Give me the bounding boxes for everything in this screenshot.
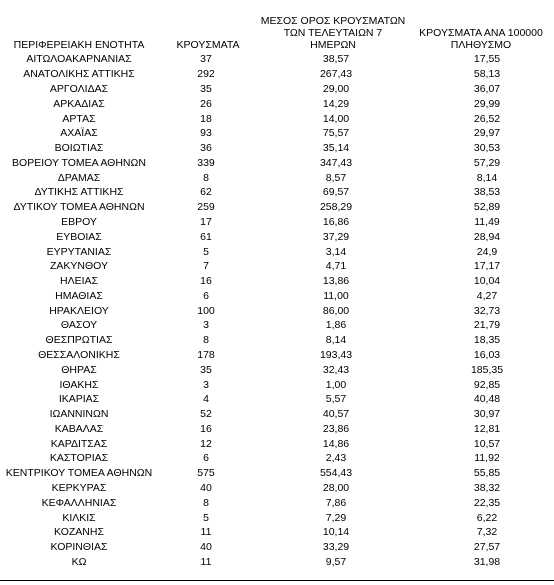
table-row: [0, 185, 554, 200]
header-cases: ΚΡΟΥΣΜΑΤΑ: [176, 39, 240, 51]
table-row: [0, 141, 554, 156]
header-cases-per-100k: ΚΡΟΥΣΜΑΤΑ ΑΝΑ 100000 ΠΛΗΘΥΣΜΟ: [419, 27, 543, 51]
cell-seven-day-average: 193,43: [319, 349, 353, 362]
cell-cases: 292: [197, 68, 215, 81]
cell-regional-unit: ΑΡΚΑΔΙΑΣ: [53, 97, 105, 110]
cell-cases: 8: [203, 334, 209, 347]
cell-cases-per-100k: 6,22: [476, 511, 498, 524]
table-bottom-border: [0, 580, 554, 581]
cell-regional-unit: ΕΥΒΟΙΑΣ: [56, 230, 102, 243]
cell-cases-per-100k: 17,17: [473, 260, 501, 273]
table-header: [0, 0, 554, 52]
table-row: [0, 244, 554, 259]
cell-cases-per-100k: 12,81: [473, 422, 501, 435]
table-row: [0, 200, 554, 215]
cell-regional-unit: ΕΒΡΟΥ: [61, 215, 97, 228]
cell-seven-day-average: 5,57: [325, 393, 347, 406]
cell-cases-per-100k: 4,27: [476, 289, 498, 302]
cell-seven-day-average: 11,00: [323, 289, 349, 302]
cell-cases: 40: [200, 541, 212, 554]
table-row: [0, 67, 554, 82]
cell-cases-per-100k: 27,57: [473, 541, 501, 554]
cell-regional-unit: ΘΕΣΠΡΩΤΙΑΣ: [45, 334, 113, 347]
table-row: [0, 215, 554, 230]
cell-cases: 52: [200, 408, 212, 421]
cell-seven-day-average: 267,43: [319, 68, 353, 81]
cell-regional-unit: ΕΥΡΥΤΑΝΙΑΣ: [46, 245, 112, 258]
cell-cases-per-100k: 32,73: [473, 304, 501, 317]
cell-cases: 36: [200, 142, 212, 155]
header-regional-unit: ΠΕΡΙΦΕΡΕΙΑΚΗ ΕΝΟΤΗΤΑ: [13, 39, 145, 51]
table-row: [0, 407, 554, 422]
cell-cases-per-100k: 29,97: [473, 127, 501, 140]
cell-regional-unit: ΚΙΛΚΙΣ: [62, 511, 96, 524]
table-row: [0, 126, 554, 141]
cell-cases-per-100k: 40,48: [473, 393, 501, 406]
cell-regional-unit: ΔΥΤΙΚΗΣ ΑΤΤΙΚΗΣ: [34, 186, 124, 199]
cell-cases: 3: [203, 319, 209, 332]
cell-cases-per-100k: 10,57: [473, 437, 501, 450]
cell-regional-unit: ΚΕΝΤΡΙΚΟΥ ΤΟΜΕΑ ΑΘΗΝΩΝ: [5, 467, 153, 480]
cell-cases-per-100k: 52,89: [473, 201, 501, 214]
cell-cases-per-100k: 30,97: [473, 408, 501, 421]
cell-seven-day-average: 7,86: [325, 496, 347, 509]
cell-regional-unit: ΚΟΡΙΝΘΙΑΣ: [50, 541, 108, 554]
cell-seven-day-average: 554,43: [319, 467, 353, 480]
cell-regional-unit: ΑΡΤΑΣ: [62, 112, 96, 125]
cell-regional-unit: ΑΝΑΤΟΛΙΚΗΣ ΑΤΤΙΚΗΣ: [23, 68, 135, 81]
cell-cases: 18: [200, 112, 212, 125]
cell-cases-per-100k: 8,14: [476, 171, 498, 184]
cell-seven-day-average: 14,00: [322, 112, 350, 125]
cell-seven-day-average: 38,57: [322, 53, 350, 66]
table-row: [0, 52, 554, 67]
table-row: [0, 259, 554, 274]
cell-seven-day-average: 8,57: [325, 171, 347, 184]
cell-seven-day-average: 37,29: [322, 230, 350, 243]
cell-seven-day-average: 8,14: [325, 334, 347, 347]
header-seven-day-average: ΜΕΣΟΣ ΟΡΟΣ ΚΡΟΥΣΜΑΤΩΝ ΤΩΝ ΤΕΛΕΥΤΑΙΩΝ 7 ΗΜΕΡΩΝ: [260, 15, 406, 51]
cell-cases-per-100k: 30,53: [473, 142, 501, 155]
cell-seven-day-average: 40,57: [322, 408, 350, 421]
cell-cases-per-100k: 18,35: [473, 334, 501, 347]
table-row: [0, 510, 554, 525]
cell-regional-unit: ΒΟΙΩΤΙΑΣ: [54, 142, 104, 155]
cell-seven-day-average: 347,43: [319, 156, 353, 169]
cell-seven-day-average: 14,86: [322, 437, 350, 450]
cell-cases: 93: [200, 127, 212, 140]
cell-regional-unit: ΗΜΑΘΙΑΣ: [55, 289, 103, 302]
cell-cases-per-100k: 24,9: [476, 245, 498, 258]
cell-seven-day-average: 29,00: [322, 82, 350, 95]
table-row: [0, 540, 554, 555]
table-row: [0, 392, 554, 407]
cell-regional-unit: ΖΑΚΥΝΘΟΥ: [49, 260, 108, 273]
cell-cases-per-100k: 185,35: [470, 363, 504, 376]
cell-cases: 62: [200, 186, 212, 199]
table-row: [0, 82, 554, 97]
cell-cases-per-100k: 10,04: [473, 275, 501, 288]
cell-regional-unit: ΙΚΑΡΙΑΣ: [58, 393, 100, 406]
cell-cases: 259: [197, 201, 215, 214]
cell-cases: 26: [200, 97, 212, 110]
table-row: [0, 289, 554, 304]
cell-cases-per-100k: 38,53: [473, 186, 501, 199]
cell-regional-unit: ΔΡΑΜΑΣ: [57, 171, 101, 184]
cell-cases-per-100k: 26,52: [473, 112, 501, 125]
cell-regional-unit: ΘΗΡΑΣ: [61, 363, 97, 376]
cell-seven-day-average: 23,86: [322, 422, 350, 435]
cell-regional-unit: ΙΩΑΝΝΙΝΩΝ: [49, 408, 109, 421]
cell-cases: 7: [203, 260, 209, 273]
cell-regional-unit: ΔΥΤΙΚΟΥ ΤΟΜΕΑ ΑΘΗΝΩΝ: [13, 201, 145, 214]
table-row: [0, 348, 554, 363]
table-row: [0, 274, 554, 289]
table-row: [0, 229, 554, 244]
cell-regional-unit: ΑΡΓΟΛΙΔΑΣ: [49, 82, 109, 95]
cell-regional-unit: ΚΕΡΚΥΡΑΣ: [51, 482, 107, 495]
cell-seven-day-average: 33,29: [322, 541, 350, 554]
table-row: [0, 451, 554, 466]
table-body: [0, 52, 554, 569]
cell-cases: 178: [197, 349, 215, 362]
cell-cases: 100: [197, 304, 215, 317]
cell-cases: 5: [203, 511, 209, 524]
table-row: [0, 422, 554, 437]
cell-regional-unit: ΒΟΡΕΙΟΥ ΤΟΜΕΑ ΑΘΗΝΩΝ: [12, 156, 146, 169]
cell-cases: 6: [203, 289, 209, 302]
cell-seven-day-average: 3,14: [325, 245, 347, 258]
cell-seven-day-average: 16,86: [322, 215, 350, 228]
cell-cases-per-100k: 57,29: [473, 156, 501, 169]
cell-seven-day-average: 258,29: [319, 201, 353, 214]
cell-cases-per-100k: 55,85: [473, 467, 501, 480]
cell-cases-per-100k: 11,49: [474, 215, 500, 228]
cell-cases-per-100k: 29,99: [473, 97, 501, 110]
table-row: [0, 96, 554, 111]
table-row: [0, 466, 554, 481]
cell-cases-per-100k: 16,03: [473, 349, 501, 362]
cell-cases: 3: [203, 378, 209, 391]
cell-regional-unit: ΚΟΖΑΝΗΣ: [54, 526, 104, 539]
cell-regional-unit: ΚΑΣΤΟΡΙΑΣ: [49, 452, 109, 465]
table-row: [0, 303, 554, 318]
cell-seven-day-average: 2,43: [325, 452, 347, 465]
cell-seven-day-average: 86,00: [322, 304, 350, 317]
cell-cases: 40: [200, 482, 212, 495]
cell-cases: 37: [200, 53, 212, 66]
cell-cases-per-100k: 22,35: [473, 496, 501, 509]
cell-cases: 16: [200, 422, 212, 435]
cell-seven-day-average: 13,86: [322, 275, 350, 288]
cell-seven-day-average: 10,14: [322, 526, 350, 539]
cell-cases-per-100k: 28,94: [473, 230, 501, 243]
cell-cases: 6: [203, 452, 209, 465]
cell-cases-per-100k: 17,55: [473, 53, 501, 66]
table-row: [0, 155, 554, 170]
cell-seven-day-average: 75,57: [322, 127, 350, 140]
cell-cases: 339: [197, 156, 215, 169]
cell-regional-unit: ΚΑΒΑΛΑΣ: [54, 422, 104, 435]
cell-cases: 61: [200, 230, 212, 243]
cell-cases: 17: [200, 215, 212, 228]
cell-cases-per-100k: 31,98: [473, 555, 501, 568]
cell-cases-per-100k: 21,79: [473, 319, 501, 332]
cell-cases-per-100k: 92,85: [473, 378, 501, 391]
table-row: [0, 170, 554, 185]
cell-seven-day-average: 14,29: [322, 97, 350, 110]
cell-cases-per-100k: 36,07: [473, 82, 501, 95]
cell-cases: 4: [203, 393, 209, 406]
cell-cases: 35: [200, 82, 212, 95]
cell-cases: 11: [200, 555, 212, 568]
cell-seven-day-average: 1,00: [325, 378, 347, 391]
cell-regional-unit: ΙΘΑΚΗΣ: [59, 378, 99, 391]
cell-regional-unit: ΑΧΑΪΑΣ: [60, 127, 98, 140]
cell-cases: 8: [203, 171, 209, 184]
cell-regional-unit: ΚΑΡΔΙΤΣΑΣ: [50, 437, 108, 450]
cell-cases-per-100k: 11,92: [474, 452, 500, 465]
table-row: [0, 377, 554, 392]
cell-seven-day-average: 9,57: [325, 555, 347, 568]
cell-regional-unit: ΚΩ: [71, 555, 87, 568]
table-row: [0, 111, 554, 126]
cell-seven-day-average: 32,43: [322, 363, 350, 376]
table-row: [0, 318, 554, 333]
cell-cases: 5: [203, 245, 209, 258]
cell-seven-day-average: 35,14: [322, 142, 350, 155]
table-row: [0, 555, 554, 570]
cell-regional-unit: ΚΕΦΑΛΛΗΝΙΑΣ: [41, 496, 117, 509]
cell-seven-day-average: 4,71: [325, 260, 347, 273]
cell-seven-day-average: 7,29: [325, 511, 347, 524]
cell-cases-per-100k: 7,32: [476, 526, 498, 539]
table-row: [0, 362, 554, 377]
cell-regional-unit: ΑΙΤΩΛΟΑΚΑΡΝΑΝΙΑΣ: [26, 53, 132, 66]
cell-cases: 16: [200, 275, 212, 288]
table-row: [0, 481, 554, 496]
cell-regional-unit: ΘΕΣΣΑΛΟΝΙΚΗΣ: [38, 349, 120, 362]
cell-cases: 11: [200, 526, 212, 539]
cell-regional-unit: ΗΡΑΚΛΕΙΟΥ: [49, 304, 109, 317]
cell-seven-day-average: 28,00: [322, 482, 350, 495]
table-row: [0, 333, 554, 348]
cell-cases: 8: [203, 496, 209, 509]
cell-seven-day-average: 1,86: [325, 319, 347, 332]
cell-cases: 575: [197, 467, 215, 480]
cell-seven-day-average: 69,57: [322, 186, 350, 199]
cell-regional-unit: ΗΛΕΙΑΣ: [59, 275, 98, 288]
cell-cases-per-100k: 58,13: [473, 68, 501, 81]
table-row: [0, 436, 554, 451]
cell-regional-unit: ΘΑΣΟΥ: [60, 319, 98, 332]
table-row: [0, 495, 554, 510]
cell-cases: 12: [200, 437, 212, 450]
table-row: [0, 525, 554, 540]
cell-cases-per-100k: 38,32: [473, 482, 501, 495]
header-row: [0, 0, 554, 52]
cell-cases: 35: [200, 363, 212, 376]
